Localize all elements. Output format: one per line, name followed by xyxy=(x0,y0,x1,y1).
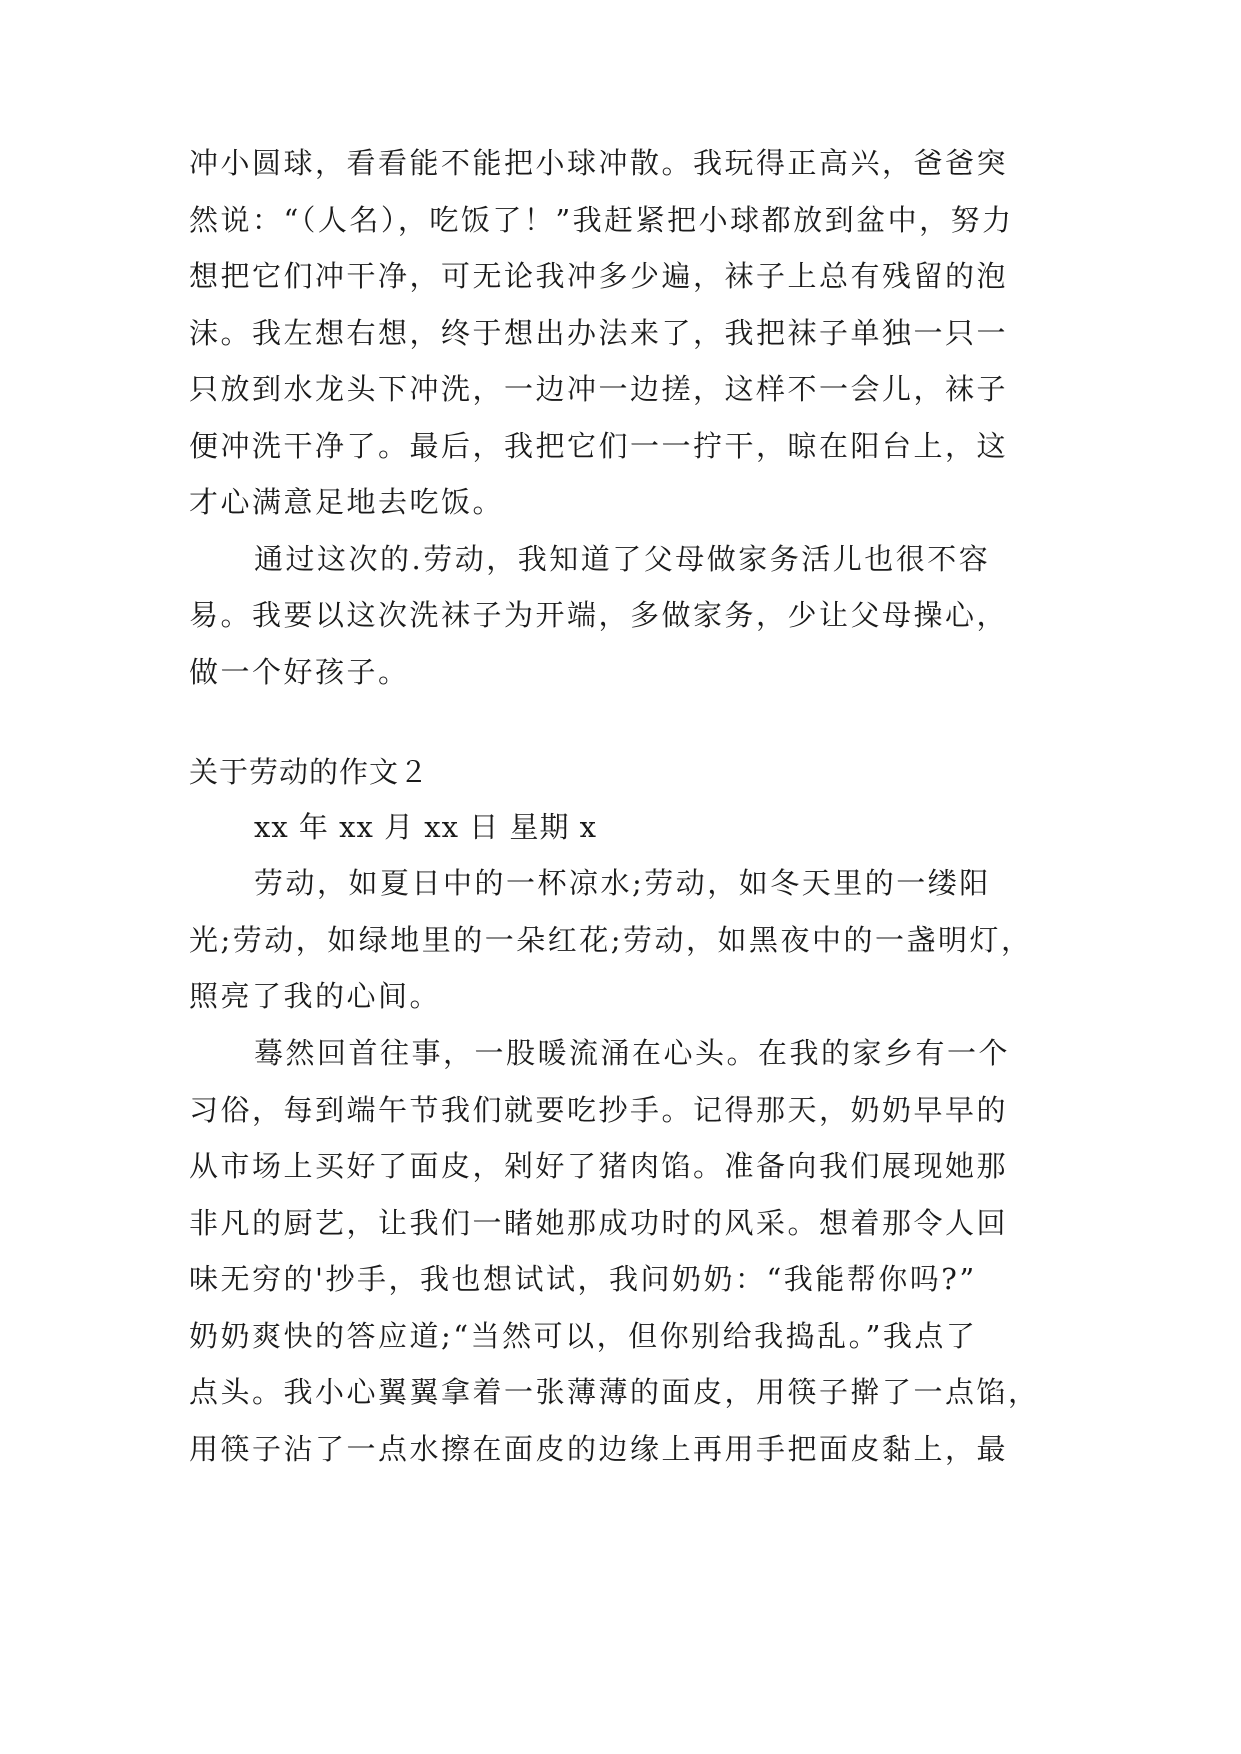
paragraph-1-line: 想把它们冲干净，可无论我冲多少遍，袜子上总有残留的泡 xyxy=(189,259,1009,293)
paragraph-2-line: 易。我要以这次洗袜子为开端，多做家务，少让父母操心， xyxy=(189,598,1009,632)
paragraph-2-line: 做一个好孩子。 xyxy=(189,655,410,689)
paragraph-4-line: 蓦然回首往事，一股暖流涌在心头。在我的家乡有一个 xyxy=(254,1036,1011,1070)
paragraph-2-line: 通过这次的.劳动，我知道了父母做家务活儿也很不容 xyxy=(254,542,991,576)
paragraph-1-line: 沫。我左想右想，终于想出办法来了，我把袜子单独一只一 xyxy=(189,316,1009,350)
paragraph-4-line: 用筷子沾了一点水擦在面皮的边缘上再用手把面皮黏上，最 xyxy=(189,1432,1009,1466)
section-title: 关于劳动的作文２ xyxy=(189,755,430,789)
paragraph-3-line: 照亮了我的心间。 xyxy=(189,979,442,1013)
paragraph-4-line: 非凡的厨艺，让我们一睹她那成功时的风采。想着那令人回 xyxy=(189,1206,1009,1240)
paragraph-4-line: 味无穷的'抄手，我也想试试，我问奶奶：“我能帮你吗?” xyxy=(189,1262,977,1296)
date-line: xx 年 xx 月 xx 日 星期 x xyxy=(254,810,598,844)
paragraph-4-line: 点头。我小心翼翼拿着一张薄薄的面皮，用筷子擀了一点馅， xyxy=(189,1375,1040,1409)
paragraph-3-line: 劳动，如夏日中的一杯凉水;劳动，如冬天里的一缕阳 xyxy=(254,866,991,900)
paragraph-3-line: 光;劳动，如绿地里的一朵红花;劳动，如黑夜中的一盏明灯， xyxy=(189,923,1033,957)
paragraph-1-line: 然说：“（人名），吃饭了！”我赶紧把小球都放到盆中，努力 xyxy=(189,203,1014,237)
paragraph-4-line: 从市场上买好了面皮，剁好了猪肉馅。准备向我们展现她那 xyxy=(189,1149,1009,1183)
paragraph-4-line: 奶奶爽快的答应道;“当然可以，但你别给我捣乱。”我点了 xyxy=(189,1319,978,1353)
paragraph-1-line: 才心满意足地去吃饭。 xyxy=(189,485,505,519)
paragraph-1-line: 冲小圆球，看看能不能把小球冲散。我玩得正高兴，爸爸突 xyxy=(189,146,1009,180)
paragraph-1-line: 便冲洗干净了。最后，我把它们一一拧干，晾在阳台上，这 xyxy=(189,429,1009,463)
paragraph-1-line: 只放到水龙头下冲洗，一边冲一边搓，这样不一会儿，袜子 xyxy=(189,372,1009,406)
paragraph-4-line: 习俗，每到端午节我们就要吃抄手。记得那天，奶奶早早的 xyxy=(189,1093,1009,1127)
